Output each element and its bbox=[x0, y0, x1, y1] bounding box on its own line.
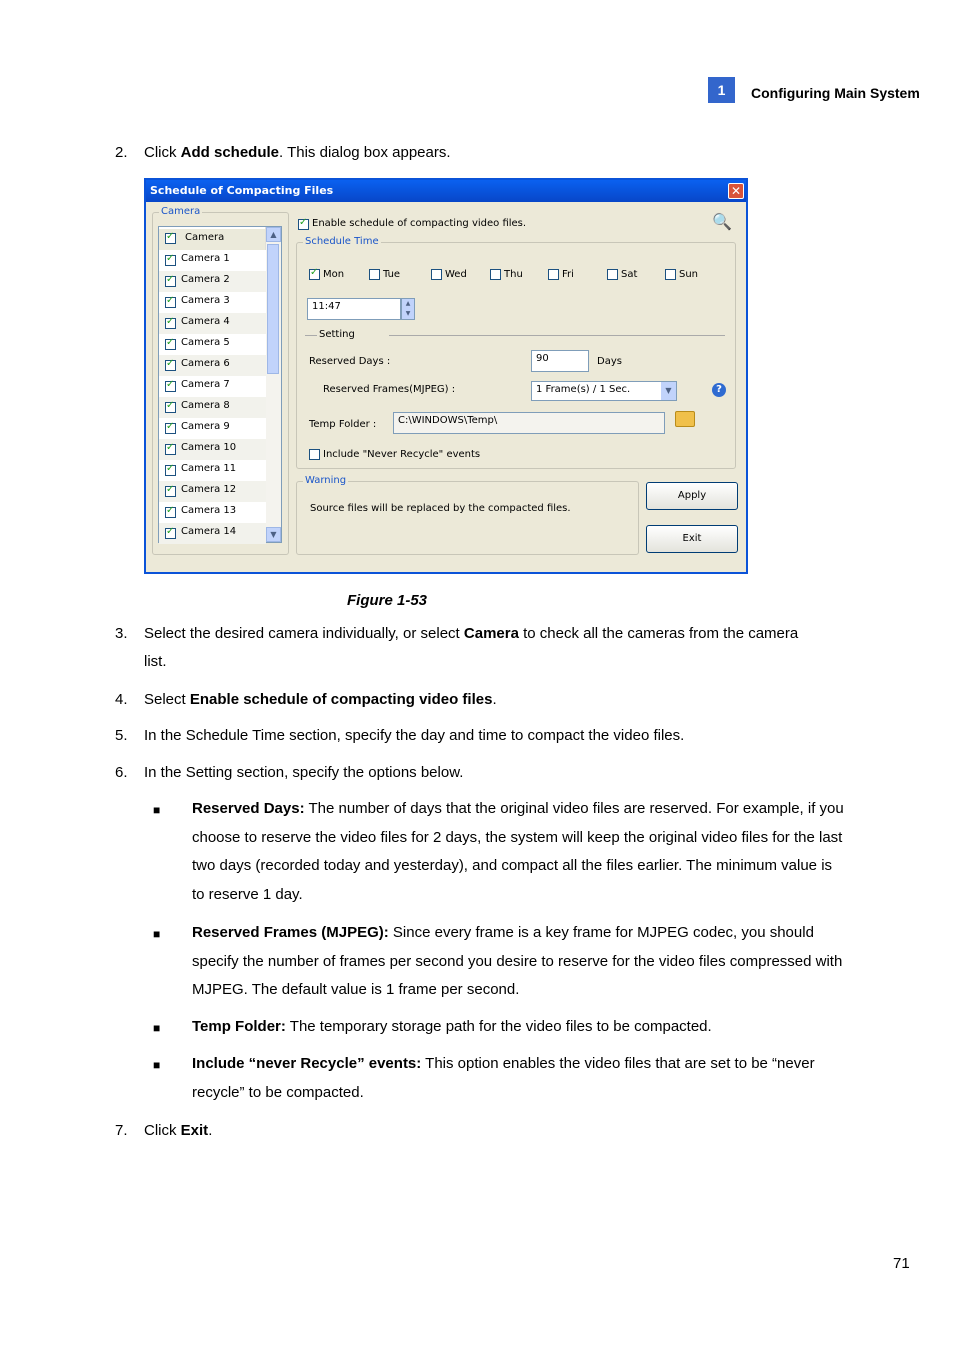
camera-checkbox[interactable] bbox=[165, 381, 176, 392]
camera-label: Camera 8 bbox=[181, 400, 230, 411]
camera-list-item[interactable] bbox=[159, 292, 266, 313]
camera-label: Camera 9 bbox=[181, 421, 230, 432]
warning-group bbox=[296, 475, 639, 555]
camera-group-label: Camera bbox=[161, 206, 201, 217]
step-text: In the Schedule Time section, specify the day and time to compact the video files. bbox=[144, 727, 685, 744]
camera-list-item[interactable] bbox=[159, 481, 266, 502]
camera-checkbox[interactable] bbox=[165, 423, 176, 434]
camera-checkbox[interactable] bbox=[165, 465, 176, 476]
camera-list-item[interactable] bbox=[159, 439, 266, 460]
reserved-frames-select[interactable] bbox=[531, 381, 677, 401]
bullet-mark: ■ bbox=[153, 927, 161, 941]
dialog-title: Schedule of Compacting Files bbox=[150, 184, 334, 197]
step-text: Click Add schedule. This dialog box appears. bbox=[144, 144, 451, 161]
reserved-frames-label: Reserved Frames(MJPEG) : bbox=[323, 384, 456, 395]
camera-label: Camera 1 bbox=[181, 253, 230, 264]
camera-group bbox=[152, 206, 289, 555]
day-checkbox-mon[interactable] bbox=[309, 269, 320, 280]
camera-checkbox[interactable] bbox=[165, 297, 176, 308]
reserved-frames-value: 1 Frame(s) / 1 Sec. bbox=[536, 384, 631, 395]
help-icon[interactable]: ? bbox=[712, 383, 726, 397]
camera-label: Camera 14 bbox=[181, 526, 237, 537]
dialog-title-bar bbox=[146, 180, 746, 202]
camera-label: Camera 10 bbox=[181, 442, 237, 453]
bullet-text: Reserved Frames (MJPEG): Since every frame is a key frame for MJPEG codec, you should specify the number of frames per second you desire to reserve for the video files compressed with MJPEG. The default value is 1 frame per second. bbox=[192, 924, 843, 999]
never-recycle-label: Include "Never Recycle" events bbox=[323, 449, 481, 460]
time-field[interactable]: 11:47 bbox=[307, 298, 401, 320]
folder-browse-icon[interactable] bbox=[675, 411, 695, 427]
day-checkbox-wed[interactable] bbox=[431, 269, 442, 280]
camera-list-item[interactable] bbox=[159, 334, 266, 355]
camera-checkbox[interactable] bbox=[165, 360, 176, 371]
camera-list-item[interactable] bbox=[159, 397, 266, 418]
page-number: 71 bbox=[893, 1255, 910, 1272]
camera-checkbox[interactable] bbox=[165, 318, 176, 329]
bullet-mark: ■ bbox=[153, 1021, 161, 1035]
day-checkbox-sat[interactable] bbox=[607, 269, 618, 280]
camera-checkbox[interactable] bbox=[165, 402, 176, 413]
camera-checkbox[interactable] bbox=[165, 486, 176, 497]
day-label: Thu bbox=[504, 269, 523, 280]
enable-schedule-checkbox[interactable] bbox=[298, 219, 309, 230]
camera-list-item[interactable] bbox=[159, 523, 266, 544]
setting-label: Setting bbox=[319, 329, 355, 340]
camera-checkbox[interactable] bbox=[165, 276, 176, 287]
camera-list-item[interactable] bbox=[159, 250, 266, 271]
camera-list-item[interactable] bbox=[159, 376, 266, 397]
day-label: Mon bbox=[323, 269, 345, 280]
camera-checkbox[interactable] bbox=[165, 528, 176, 539]
camera-list-scrollbar[interactable] bbox=[265, 227, 281, 542]
chapter-title: Configuring Main System bbox=[751, 85, 920, 101]
camera-checkbox[interactable] bbox=[165, 339, 176, 350]
day-label: Wed bbox=[445, 269, 467, 280]
search-icon[interactable]: 🔍 bbox=[712, 212, 732, 231]
warning-label: Warning bbox=[305, 475, 347, 486]
day-label: Sun bbox=[679, 269, 699, 280]
camera-header-label: Camera bbox=[185, 232, 225, 243]
days-unit-label: Days bbox=[597, 356, 622, 367]
step-number: 2. bbox=[115, 144, 128, 161]
bullet-text: Temp Folder: The temporary storage path for the video files to be compacted. bbox=[192, 1018, 712, 1035]
compacting-schedule-dialog bbox=[144, 178, 748, 574]
time-spinner[interactable]: ▲ ▼ bbox=[401, 298, 415, 320]
day-label: Sat bbox=[621, 269, 638, 280]
reserved-days-field[interactable]: 90 bbox=[531, 350, 589, 372]
camera-checkbox[interactable] bbox=[165, 255, 176, 266]
enable-schedule-label: Enable schedule of compacting video files. bbox=[312, 218, 527, 229]
step-number: 4. bbox=[115, 691, 128, 708]
reserved-days-label: Reserved Days : bbox=[309, 356, 391, 367]
temp-folder-field[interactable]: C:\WINDOWS\Temp\ bbox=[393, 412, 665, 434]
scroll-down-button[interactable]: ▼ bbox=[266, 527, 281, 542]
camera-label: Camera 6 bbox=[181, 358, 230, 369]
scroll-thumb[interactable] bbox=[267, 244, 279, 374]
camera-list-item[interactable] bbox=[159, 460, 266, 481]
bullet-mark: ■ bbox=[153, 803, 161, 817]
apply-button[interactable]: Apply bbox=[646, 482, 738, 510]
select-all-checkbox[interactable] bbox=[165, 233, 176, 244]
camera-label: Camera 13 bbox=[181, 505, 237, 516]
camera-list-item[interactable] bbox=[159, 313, 266, 334]
camera-label: Camera 4 bbox=[181, 316, 230, 327]
camera-label: Camera 5 bbox=[181, 337, 230, 348]
close-button[interactable]: ✕ bbox=[728, 183, 744, 199]
camera-label: Camera 12 bbox=[181, 484, 237, 495]
chapter-number-badge: 1 bbox=[708, 77, 735, 103]
step-text: In the Setting section, specify the options below. bbox=[144, 764, 464, 781]
bullet-mark: ■ bbox=[153, 1058, 161, 1072]
step-text: Click Exit. bbox=[144, 1122, 213, 1139]
never-recycle-checkbox[interactable] bbox=[309, 449, 320, 460]
day-checkbox-fri[interactable] bbox=[548, 269, 559, 280]
step-number: 7. bbox=[115, 1122, 128, 1139]
camera-list-item[interactable] bbox=[159, 271, 266, 292]
exit-button[interactable]: Exit bbox=[646, 525, 738, 553]
day-label: Tue bbox=[383, 269, 401, 280]
temp-folder-label: Temp Folder : bbox=[309, 419, 377, 430]
camera-checkbox[interactable] bbox=[165, 507, 176, 518]
day-checkbox-sun[interactable] bbox=[665, 269, 676, 280]
step-number: 3. bbox=[115, 625, 128, 642]
schedule-time-label: Schedule Time bbox=[305, 236, 379, 247]
camera-list-item[interactable] bbox=[159, 355, 266, 376]
bullet-text: Include “never Recycle” events: This option enables the video files that are set to be “never recycle” to be compacted. bbox=[192, 1055, 815, 1101]
setting-divider bbox=[305, 329, 725, 340]
day-checkbox-tue[interactable] bbox=[369, 269, 380, 280]
camera-list-item[interactable] bbox=[159, 502, 266, 523]
step-number: 6. bbox=[115, 764, 128, 781]
warning-text: Source files will be replaced by the compacted files. bbox=[310, 503, 571, 514]
camera-list-header[interactable] bbox=[159, 229, 266, 251]
camera-label: Camera 11 bbox=[181, 463, 237, 474]
scroll-up-button[interactable]: ▲ bbox=[266, 227, 281, 242]
camera-checkbox[interactable] bbox=[165, 444, 176, 455]
step-number: 5. bbox=[115, 727, 128, 744]
schedule-time-group bbox=[296, 236, 736, 469]
day-label: Fri bbox=[562, 269, 574, 280]
day-checkbox-thu[interactable] bbox=[490, 269, 501, 280]
camera-label: Camera 2 bbox=[181, 274, 230, 285]
camera-list[interactable] bbox=[158, 226, 282, 543]
step-text: Select Enable schedule of compacting video files. bbox=[144, 691, 497, 708]
camera-label: Camera 3 bbox=[181, 295, 230, 306]
bullet-text: Reserved Days: The number of days that the original video files are reserved. For example, if you choose to reserve the video files for 2 days, the system will keep the original video files for the last two days (recorded today and yesterday), and compact all the files earlier. The minimum value is to reserve 1 day. bbox=[192, 800, 844, 904]
camera-list-item[interactable] bbox=[159, 418, 266, 439]
chevron-down-icon[interactable]: ▼ bbox=[661, 382, 676, 400]
camera-label: Camera 7 bbox=[181, 379, 230, 390]
step-text: Select the desired camera individually, or select Camera to check all the cameras from the camera list. bbox=[144, 625, 799, 670]
figure-caption: Figure 1-53 bbox=[347, 592, 428, 609]
